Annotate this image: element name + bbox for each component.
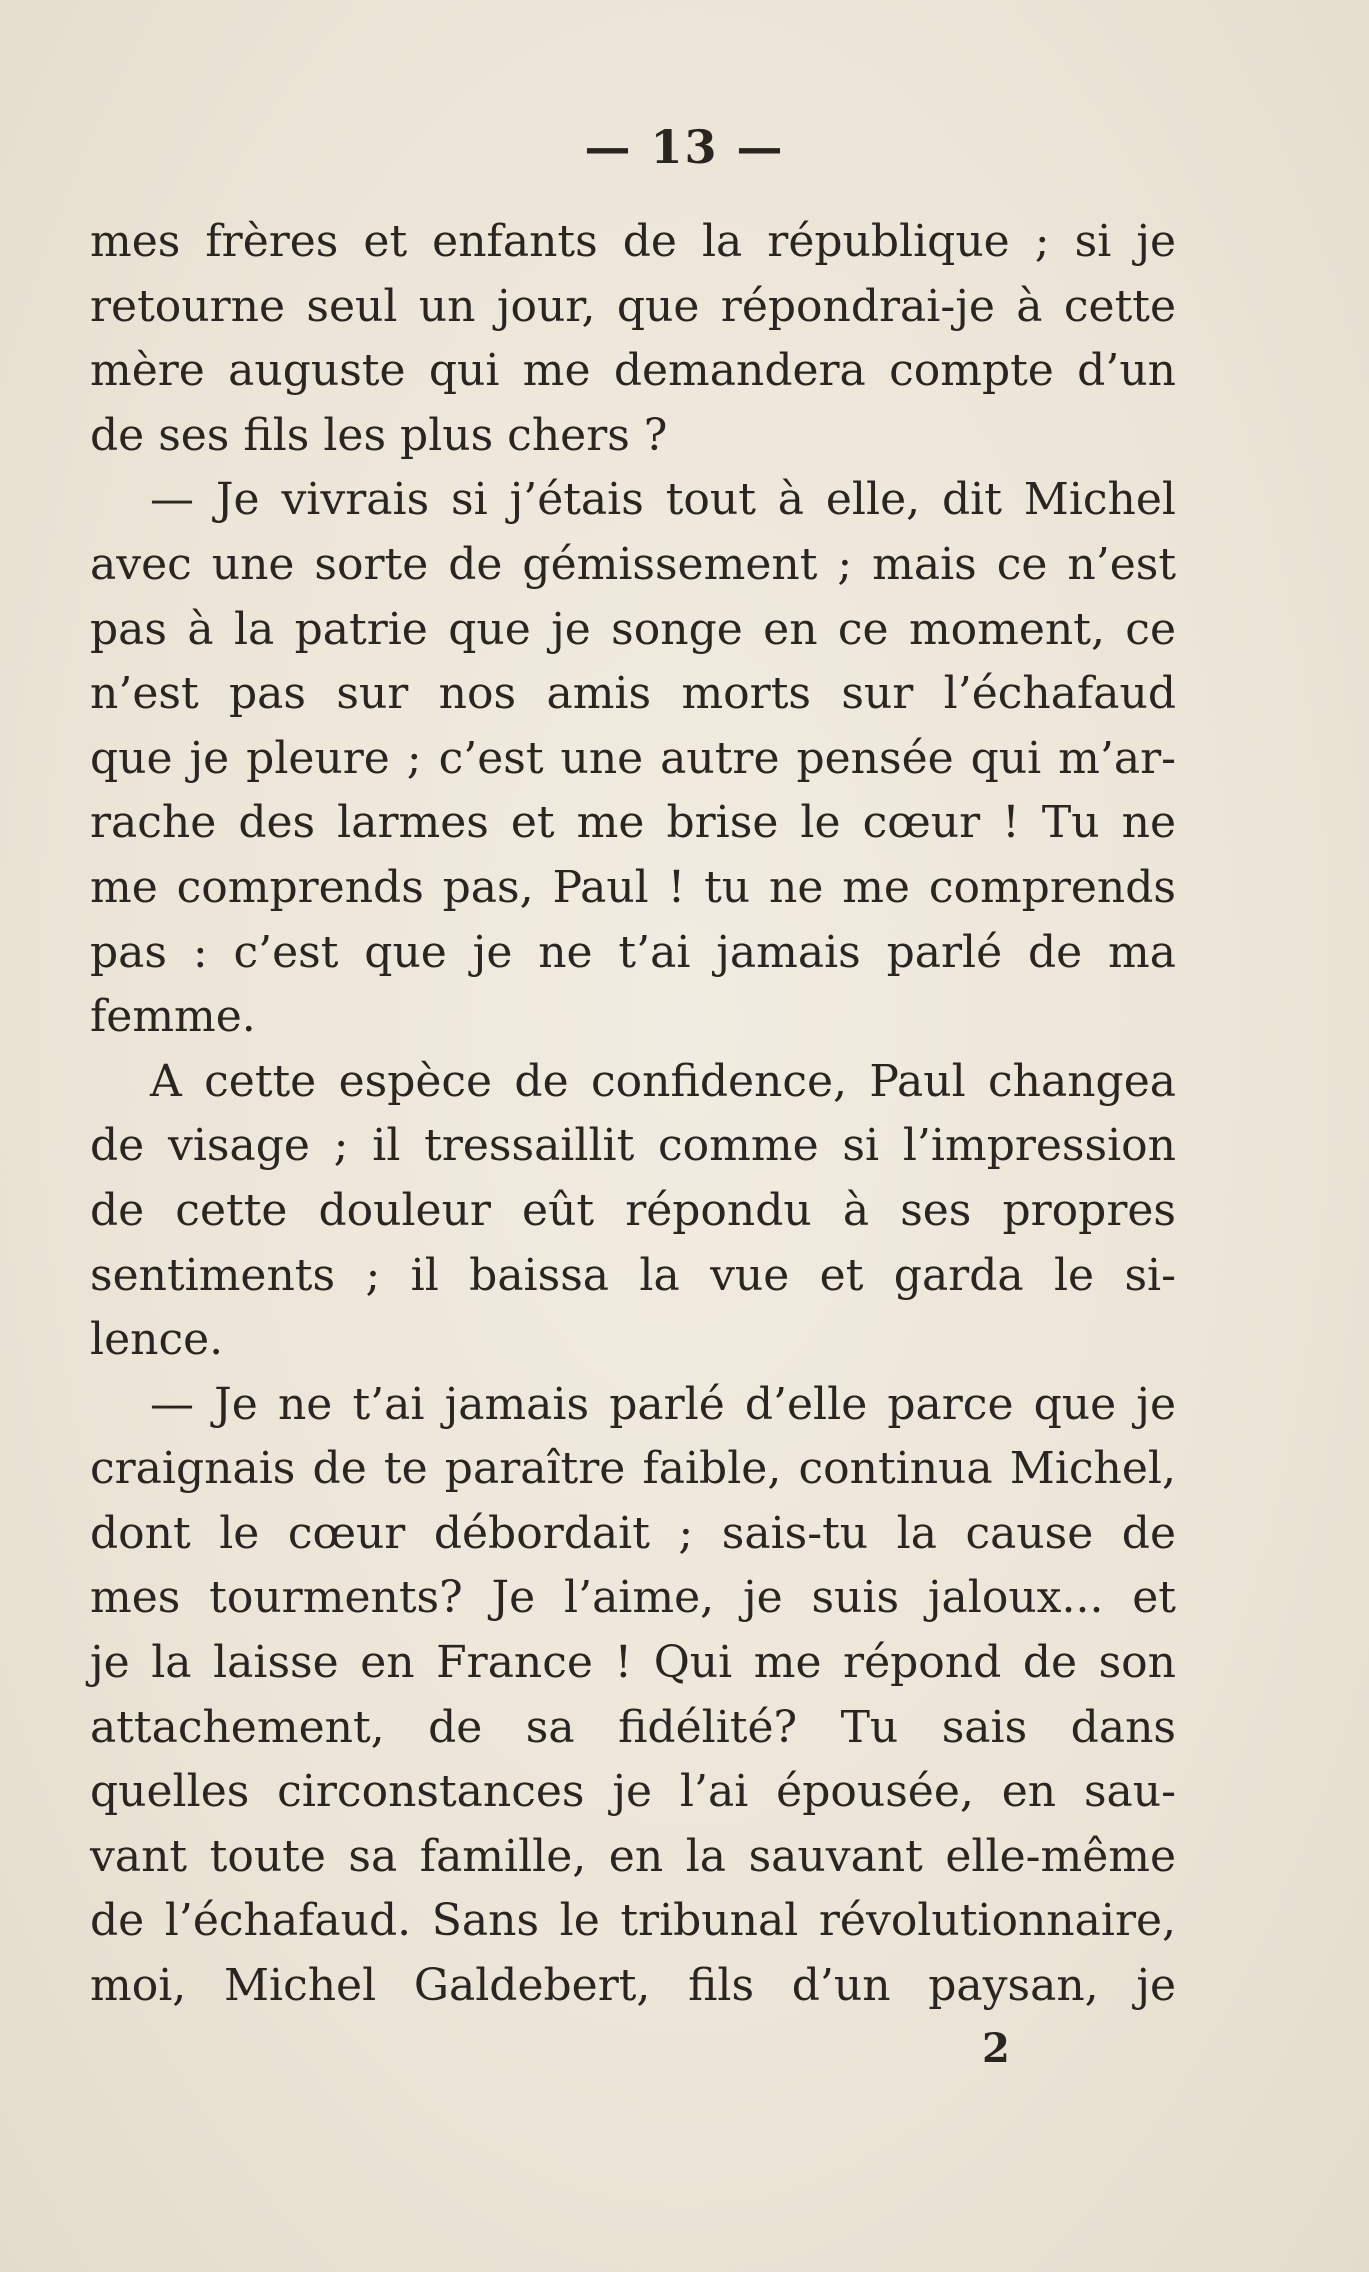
text-line: A cette espèce de confidence, Paul changea xyxy=(150,1055,1176,1107)
text-line: rache des larmes et me brise le cœur ! Tu ne xyxy=(90,797,1176,849)
text-line: n’est pas sur nos amis morts sur l’échafaud xyxy=(90,668,1176,720)
text-line: femme. xyxy=(90,991,256,1043)
text-line: retourne seul un jour, que répondrai-je à cette xyxy=(90,280,1176,332)
page-number-header: — 13 — xyxy=(584,120,785,174)
text-line: moi, Michel Galdebert, fils d’un paysan, je xyxy=(90,1960,1176,2012)
text-line: vant toute sa famille, en la sauvant elle-même xyxy=(90,1830,1176,1882)
text-line: de visage ; il tressaillit comme si l’impression xyxy=(90,1120,1176,1172)
text-line: avec une sorte de gémissement ; mais ce n’est xyxy=(90,538,1176,590)
text-line: — Je ne t’ai jamais parlé d’elle parce que je xyxy=(150,1378,1176,1430)
body-text xyxy=(90,210,1176,2019)
text-line: quelles circonstances je l’ai épousée, en sau- xyxy=(90,1766,1176,1818)
text-line: je la laisse en France ! Qui me répond de son xyxy=(90,1637,1176,1689)
text-line: sentiments ; il baissa la vue et garda le si- xyxy=(90,1249,1176,1301)
text-line: — Je vivrais si j’étais tout à elle, dit Michel xyxy=(150,474,1176,526)
text-line: craignais de te paraître faible, continua Michel, xyxy=(90,1443,1176,1495)
text-line: dont le cœur débordait ; sais-tu la cause de xyxy=(90,1507,1176,1559)
text-line: lence. xyxy=(90,1314,224,1366)
text-line: mes tourments? Je l’aime, je suis jaloux... et xyxy=(90,1572,1176,1624)
text-line: mère auguste qui me demandera compte d’un xyxy=(90,345,1176,397)
text-line: pas : c’est que je ne t’ai jamais parlé de ma xyxy=(90,926,1176,978)
text-line: attachement, de sa fidélité? Tu sais dans xyxy=(90,1701,1176,1753)
text-line: de cette douleur eût répondu à ses propres xyxy=(90,1184,1176,1236)
signature-mark: 2 xyxy=(982,2025,1010,2072)
text-line: mes frères et enfants de la république ; si je xyxy=(90,216,1176,267)
text-line: de ses fils les plus chers ? xyxy=(90,409,668,461)
text-line: me comprends pas, Paul ! tu ne me comprends xyxy=(90,861,1176,913)
text-line: pas à la patrie que je songe en ce moment, ce xyxy=(90,603,1176,655)
text-line: de l’échafaud. Sans le tribunal révolutionnaire, xyxy=(90,1895,1176,1947)
text-line: que je pleure ; c’est une autre pensée qui m’ar- xyxy=(90,732,1176,784)
